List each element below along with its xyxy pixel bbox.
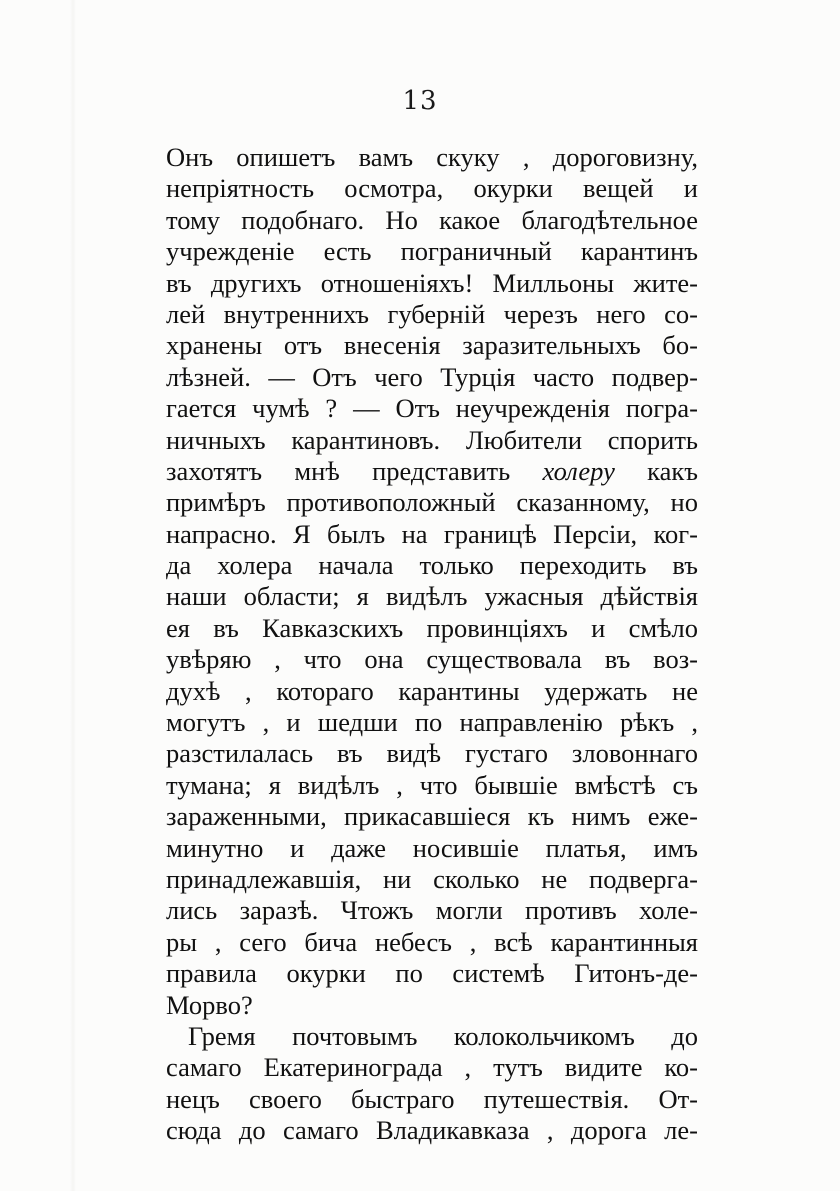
text-line: въ другихъ отношеніяхъ! Милльоны жите- (166, 267, 698, 298)
text-line: зараженными, прикасавшіеся къ нимъ еже- (166, 801, 698, 832)
text-line: тому подобнаго. Но какое благодѣтельное (166, 204, 698, 235)
text-line: самаго Екатеринограда , тутъ видите ко- (166, 1052, 698, 1083)
page-number: 13 (402, 86, 438, 116)
text-line: да холера начала только переходить въ (166, 550, 698, 581)
text-segment: какъ (614, 455, 698, 486)
text-line: могутъ , и шедши по направленію рѣкъ , (166, 707, 698, 738)
text-line: напрасно. Я былъ на границѣ Персіи, ког- (166, 518, 698, 549)
text-line: правила окурки по системѣ Гитонъ-де- (166, 958, 698, 989)
body-text (166, 142, 698, 1147)
text-line: минутно и даже носившіе платья, имъ (166, 832, 698, 863)
text-line: увѣряю , что она существовала въ воз- (166, 644, 698, 675)
text-line: Онъ опишетъ вамъ скуку , дороговизну, (166, 142, 698, 172)
emphasized-word: холеру (542, 455, 615, 486)
text-line-paragraph-start: Гремя почтовымъ колокольчикомъ до (188, 1020, 698, 1051)
text-segment: захотятъ мнѣ представить (166, 455, 543, 486)
text-line: хранены отъ внесенія заразительныхъ бо- (166, 330, 698, 361)
text-line: духѣ , котораго карантины удержать не (166, 675, 698, 706)
text-line: тумана; я видѣлъ , что бывшіе вмѣстѣ съ (166, 769, 698, 800)
text-line-paragraph-end: Морво? (166, 989, 253, 1020)
text-line: ничныхъ карантиновъ. Любители спорить (166, 424, 698, 455)
text-line: наши области; я видѣлъ ужасныя дѣйствія (166, 581, 698, 612)
text-line: лись заразѣ. Чтожъ могли противъ холе- (166, 895, 698, 926)
text-line: лѣзней. — Отъ чего Турція часто подвер- (166, 361, 698, 392)
text-line: ры , сего бича небесъ , всѣ карантинныя (166, 926, 698, 957)
text-line: принадлежавшія, ни сколько не подверга- (166, 863, 698, 894)
text-line: непріятность осмотра, окурки вещей и (166, 173, 698, 204)
page-gutter-shadow (70, 0, 76, 1191)
text-line: учрежденіе есть пограничный карантинъ (166, 236, 698, 267)
text-line: лей внутреннихъ губерній черезъ него со- (166, 298, 698, 329)
text-line: примѣръ противоположный сказанному, но (166, 487, 698, 518)
text-line: разстилалась въ видѣ густаго зловоннаго (166, 738, 698, 769)
text-line: сюда до самаго Владикавказа , дорога ле- (166, 1115, 698, 1146)
text-line: ея въ Кавказскихъ провинціяхъ и смѣло (166, 612, 698, 643)
text-line: нецъ своего быстраго путешествія. От- (166, 1083, 698, 1114)
text-line: гается чумѣ ? — Отъ неучрежденія погра- (166, 393, 698, 424)
text-line-with-emphasis (166, 456, 698, 487)
